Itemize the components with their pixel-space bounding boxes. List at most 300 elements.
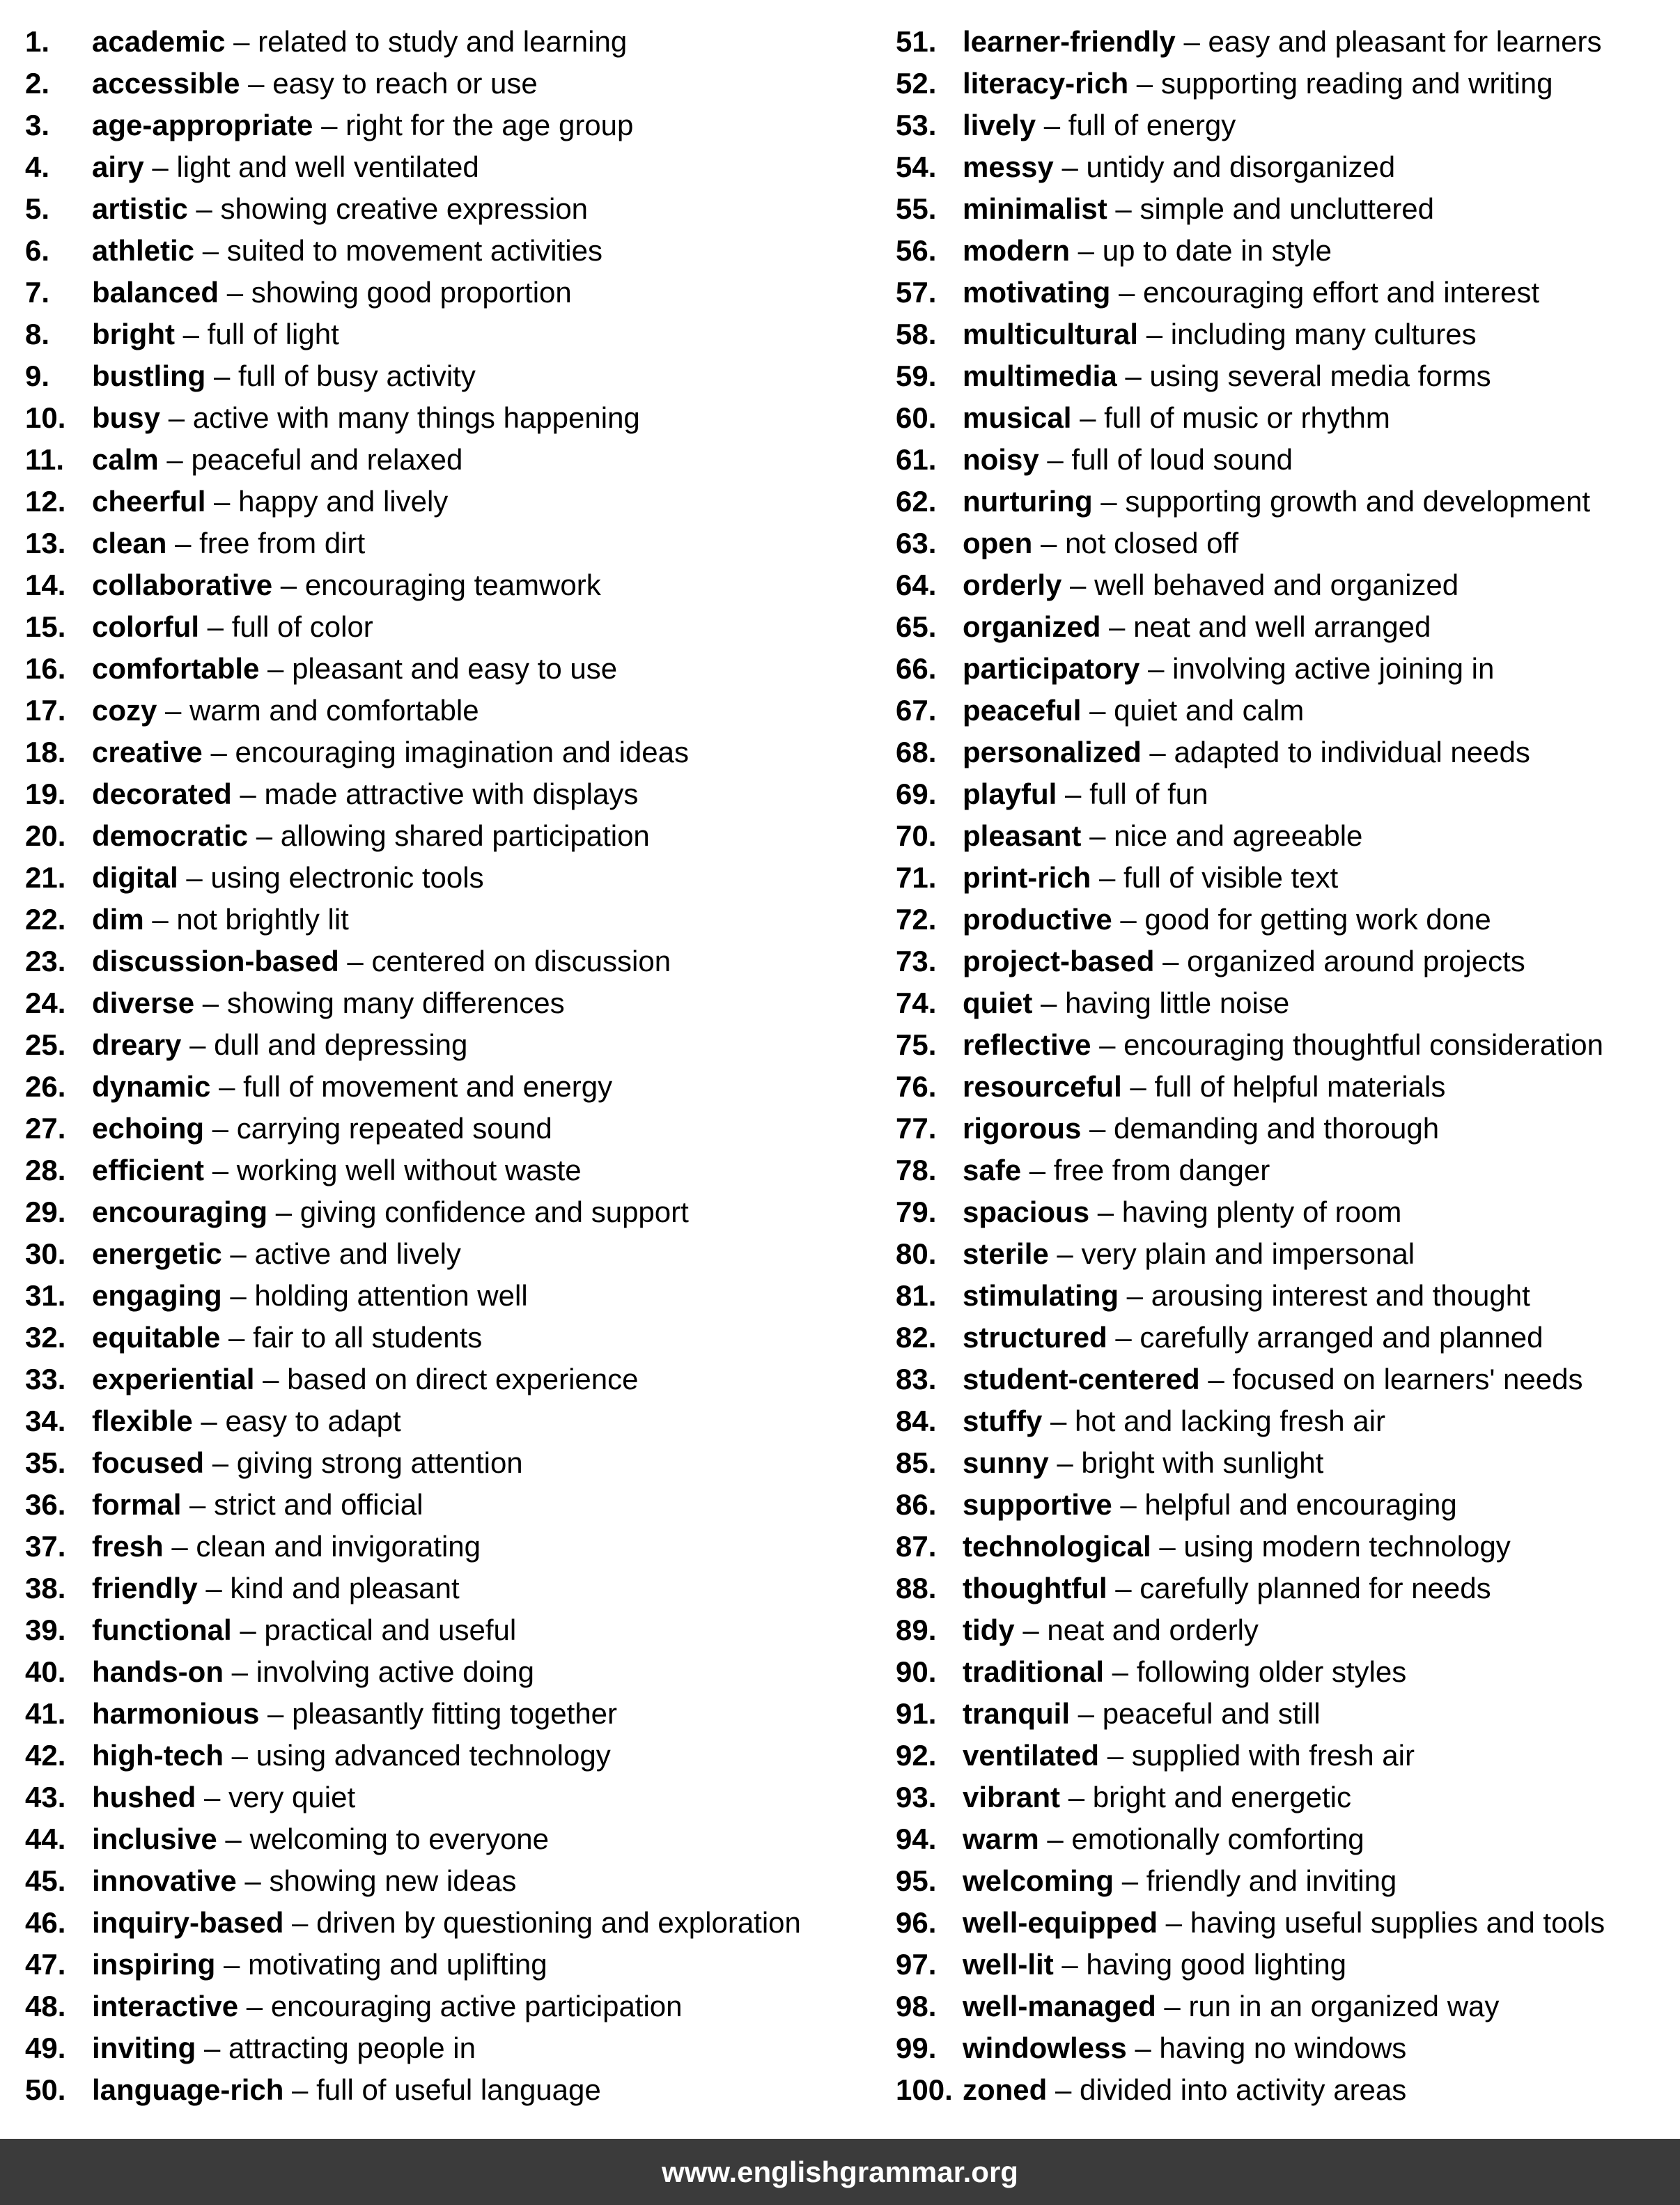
list-item (25, 481, 882, 523)
item-definition: bright with sunlight (1081, 1446, 1324, 1479)
item-separator: – (1110, 276, 1144, 309)
list-item (25, 1526, 882, 1568)
item-separator: – (194, 987, 227, 1019)
item-separator: – (1070, 1697, 1103, 1730)
list-item (896, 523, 1680, 564)
list-item (25, 188, 882, 230)
item-separator: – (160, 401, 193, 434)
item-separator: – (1057, 777, 1090, 810)
list-item (896, 732, 1680, 773)
item-number: 80. (896, 1237, 937, 1270)
list-item (896, 1609, 1680, 1651)
list-item (896, 2027, 1680, 2069)
item-separator: – (248, 819, 281, 852)
item-word: traditional (963, 1655, 1105, 1688)
item-definition: encouraging thoughtful consideration (1123, 1028, 1603, 1061)
list-item (25, 2027, 882, 2069)
item-definition: active with many things happening (192, 401, 640, 434)
item-word: peaceful (963, 694, 1082, 727)
item-number: 4. (25, 150, 50, 183)
item-definition: full of movement and energy (243, 1070, 613, 1103)
item-word: busy (92, 401, 161, 434)
list-item (25, 397, 882, 439)
item-definition: friendly and inviting (1146, 1864, 1397, 1897)
item-number: 13. (25, 527, 66, 559)
item-number: 71. (896, 861, 937, 894)
list-item (896, 1066, 1680, 1108)
list-item (25, 564, 882, 606)
item-word: nurturing (963, 485, 1093, 518)
item-word: thoughtful (963, 1572, 1107, 1604)
list-item (25, 606, 882, 648)
item-separator: – (178, 861, 211, 894)
item-word: tidy (963, 1614, 1015, 1646)
footer-url: www.englishgrammar.org (662, 2155, 1018, 2188)
item-number: 37. (25, 1530, 66, 1563)
item-number: 57. (896, 276, 937, 309)
item-word: language-rich (92, 2073, 284, 2106)
item-definition: having useful supplies and tools (1190, 1906, 1605, 1939)
item-word: sterile (963, 1237, 1049, 1270)
item-separator: – (1039, 443, 1072, 476)
item-definition: supplied with fresh air (1131, 1739, 1415, 1772)
item-definition: well behaved and organized (1094, 568, 1459, 601)
item-definition: peaceful and still (1102, 1697, 1321, 1730)
item-number: 58. (896, 318, 937, 350)
item-separator: – (1060, 1781, 1093, 1813)
item-separator: – (254, 1363, 288, 1395)
item-number: 40. (25, 1655, 66, 1688)
item-word: warm (963, 1823, 1039, 1855)
item-word: modern (963, 234, 1071, 267)
item-definition: right for the age group (345, 109, 634, 141)
item-number: 53. (896, 109, 937, 141)
item-separator: – (259, 652, 293, 685)
item-number: 1. (25, 25, 50, 58)
item-word: resourceful (963, 1070, 1122, 1103)
item-definition: up to date in style (1102, 234, 1332, 267)
item-separator: – (166, 527, 200, 559)
item-number: 23. (25, 945, 66, 977)
item-separator: – (1138, 318, 1171, 350)
item-number: 91. (896, 1697, 937, 1730)
item-word: interactive (92, 1990, 239, 2022)
item-definition: warm and comfortable (189, 694, 479, 727)
list-item (896, 1108, 1680, 1150)
list-item (25, 648, 882, 690)
list-item (25, 899, 882, 941)
item-definition: centered on discussion (371, 945, 671, 977)
item-word: fresh (92, 1530, 164, 1563)
list-item (25, 1986, 882, 2027)
item-number: 36. (25, 1488, 66, 1521)
item-word: airy (92, 150, 144, 183)
item-separator: – (1119, 1279, 1151, 1312)
item-number: 41. (25, 1697, 66, 1730)
item-separator: – (1092, 485, 1126, 518)
list-item (896, 1024, 1680, 1066)
item-word: collaborative (92, 568, 273, 601)
item-word: welcoming (963, 1864, 1114, 1897)
item-number: 48. (25, 1990, 66, 2022)
item-separator: – (223, 1739, 256, 1772)
list-item (25, 105, 882, 146)
item-definition: full of visible text (1123, 861, 1339, 894)
item-number: 34. (25, 1405, 66, 1437)
list-item (896, 439, 1680, 481)
item-word: supportive (963, 1488, 1112, 1521)
item-definition: kind and pleasant (230, 1572, 460, 1604)
item-separator: – (181, 1028, 215, 1061)
item-separator: – (219, 276, 251, 309)
list-item (25, 732, 882, 773)
item-separator: – (215, 1948, 249, 1981)
list-item (896, 2069, 1680, 2111)
item-definition: bright and energetic (1092, 1781, 1351, 1813)
item-separator: – (1112, 903, 1145, 936)
item-separator: – (204, 1112, 237, 1145)
item-number: 12. (25, 485, 66, 518)
list-item (25, 941, 882, 982)
item-separator: – (1100, 610, 1134, 643)
item-definition: carefully planned for needs (1140, 1572, 1491, 1604)
item-definition: made attractive with displays (264, 777, 639, 810)
list-item (896, 564, 1680, 606)
item-definition: pleasantly fitting together (292, 1697, 618, 1730)
item-definition: following older styles (1136, 1655, 1407, 1688)
item-definition: adapted to individual needs (1174, 736, 1530, 768)
item-definition: carefully arranged and planned (1140, 1321, 1543, 1354)
item-word: creative (92, 736, 203, 768)
item-word: bustling (92, 359, 206, 392)
item-definition: arousing interest and thought (1151, 1279, 1530, 1312)
item-word: messy (963, 150, 1054, 183)
item-separator: – (1081, 1112, 1114, 1145)
item-number: 90. (896, 1655, 937, 1688)
item-number: 59. (896, 359, 937, 392)
item-word: learner-friendly (963, 25, 1176, 58)
item-word: dim (92, 903, 144, 936)
item-separator: – (1151, 1530, 1184, 1563)
list-item (25, 1902, 882, 1944)
item-number: 8. (25, 318, 50, 350)
item-number: 54. (896, 150, 937, 183)
item-separator: – (1175, 25, 1208, 58)
item-number: 85. (896, 1446, 937, 1479)
item-number: 35. (25, 1446, 66, 1479)
item-separator: – (259, 1697, 293, 1730)
item-definition: having little noise (1065, 987, 1290, 1019)
item-word: age-appropriate (92, 109, 313, 141)
item-definition: practical and useful (264, 1614, 517, 1646)
list-item (25, 1150, 882, 1191)
item-definition: giving strong attention (236, 1446, 523, 1479)
item-word: harmonious (92, 1697, 260, 1730)
item-number: 73. (896, 945, 937, 977)
item-word: playful (963, 777, 1057, 810)
list-item (25, 982, 882, 1024)
item-number: 66. (896, 652, 937, 685)
item-word: academic (92, 25, 226, 58)
item-definition: active and lively (254, 1237, 461, 1270)
list-item (896, 63, 1680, 105)
item-separator: – (240, 67, 273, 100)
item-word: productive (963, 903, 1112, 936)
item-separator: – (1091, 1028, 1124, 1061)
item-number: 20. (25, 819, 66, 852)
item-definition: using advanced technology (256, 1739, 611, 1772)
item-definition: full of color (231, 610, 373, 643)
item-separator: – (210, 1070, 244, 1103)
item-word: rigorous (963, 1112, 1082, 1145)
item-separator: – (236, 1864, 270, 1897)
item-word: technological (963, 1530, 1151, 1563)
item-separator: – (205, 359, 239, 392)
item-word: stimulating (963, 1279, 1119, 1312)
item-definition: demanding and thorough (1114, 1112, 1440, 1145)
item-word: digital (92, 861, 178, 894)
item-word: echoing (92, 1112, 205, 1145)
item-definition: easy to adapt (225, 1405, 401, 1437)
item-definition: encouraging teamwork (304, 568, 601, 601)
item-number: 38. (25, 1572, 66, 1604)
item-number: 75. (896, 1028, 937, 1061)
list-item (25, 1066, 882, 1108)
left-column (25, 21, 882, 2111)
list-item (25, 1735, 882, 1777)
item-separator: – (199, 610, 232, 643)
item-word: vibrant (963, 1781, 1061, 1813)
list-item (25, 63, 882, 105)
item-word: innovative (92, 1864, 237, 1897)
item-number: 46. (25, 1906, 66, 1939)
item-number: 81. (896, 1279, 937, 1312)
list-item (25, 1568, 882, 1609)
list-item (896, 1735, 1680, 1777)
item-number: 67. (896, 694, 937, 727)
list-item (896, 941, 1680, 982)
item-number: 74. (896, 987, 937, 1019)
list-item (896, 1651, 1680, 1693)
item-word: personalized (963, 736, 1142, 768)
item-separator: – (1141, 736, 1174, 768)
list-item (25, 1400, 882, 1442)
item-number: 60. (896, 401, 937, 434)
item-word: engaging (92, 1279, 222, 1312)
item-separator: – (158, 443, 192, 476)
item-separator: – (267, 1196, 300, 1228)
item-definition: full of helpful materials (1154, 1070, 1446, 1103)
list-item (896, 1359, 1680, 1400)
item-number: 39. (25, 1614, 66, 1646)
item-separator: – (174, 318, 208, 350)
item-number: 64. (896, 568, 937, 601)
item-separator: – (1121, 1070, 1155, 1103)
item-number: 69. (896, 777, 937, 810)
list-item (896, 690, 1680, 732)
item-number: 21. (25, 861, 66, 894)
item-definition: helpful and encouraging (1144, 1488, 1457, 1521)
item-separator: – (1032, 987, 1066, 1019)
item-number: 62. (896, 485, 937, 518)
item-separator: – (1091, 861, 1124, 894)
item-number: 68. (896, 736, 937, 768)
list-item (896, 1986, 1680, 2027)
list-item (896, 1818, 1680, 1860)
list-item (896, 146, 1680, 188)
item-word: orderly (963, 568, 1062, 601)
item-separator: – (1071, 401, 1105, 434)
list-item (25, 1484, 882, 1526)
item-separator: – (1199, 1363, 1233, 1395)
item-separator: – (1099, 1739, 1132, 1772)
item-definition: divided into activity areas (1080, 2073, 1407, 2106)
item-word: high-tech (92, 1739, 224, 1772)
item-word: stuffy (963, 1405, 1043, 1437)
list-item (896, 1317, 1680, 1359)
item-word: dynamic (92, 1070, 211, 1103)
item-separator: – (339, 945, 372, 977)
item-separator: – (1081, 819, 1114, 852)
item-separator: – (205, 485, 239, 518)
list-item (25, 1944, 882, 1986)
list-item (896, 397, 1680, 439)
item-word: multicultural (963, 318, 1139, 350)
list-item (896, 1442, 1680, 1484)
item-separator: – (313, 109, 346, 141)
item-number: 43. (25, 1781, 66, 1813)
list-item (25, 1818, 882, 1860)
item-definition: not brightly lit (176, 903, 349, 936)
list-item (896, 230, 1680, 272)
item-word: quiet (963, 987, 1033, 1019)
item-number: 84. (896, 1405, 937, 1437)
list-item (896, 1400, 1680, 1442)
item-separator: – (194, 234, 227, 267)
item-number: 31. (25, 1279, 66, 1312)
item-number: 22. (25, 903, 66, 936)
item-number: 72. (896, 903, 937, 936)
item-word: colorful (92, 610, 199, 643)
item-definition: very plain and impersonal (1081, 1237, 1415, 1270)
item-word: comfortable (92, 652, 260, 685)
list-item (25, 773, 882, 815)
list-item (896, 1568, 1680, 1609)
item-number: 26. (25, 1070, 66, 1103)
item-number: 92. (896, 1739, 937, 1772)
item-word: athletic (92, 234, 195, 267)
item-definition: allowing shared participation (280, 819, 650, 852)
item-word: musical (963, 401, 1072, 434)
item-number: 83. (896, 1363, 937, 1395)
item-separator: – (143, 903, 177, 936)
list-item (25, 21, 882, 63)
item-separator: – (283, 2073, 317, 2106)
list-item (896, 857, 1680, 899)
list-item (896, 1860, 1680, 1902)
item-definition: showing creative expression (220, 192, 589, 225)
item-number: 52. (896, 67, 937, 100)
item-separator: – (196, 2032, 229, 2064)
item-definition: full of energy (1068, 109, 1236, 141)
item-definition: full of loud sound (1071, 443, 1293, 476)
item-word: noisy (963, 443, 1039, 476)
item-number: 18. (25, 736, 66, 768)
item-number: 47. (25, 1948, 66, 1981)
item-word: encouraging (92, 1196, 268, 1228)
item-separator: – (1047, 2073, 1080, 2106)
item-number: 29. (25, 1196, 66, 1228)
item-number: 42. (25, 1739, 66, 1772)
item-definition: based on direct experience (287, 1363, 639, 1395)
item-number: 11. (25, 443, 65, 476)
list-item (896, 648, 1680, 690)
item-word: well-managed (963, 1990, 1156, 2022)
item-word: bright (92, 318, 175, 350)
list-item (25, 1359, 882, 1400)
item-word: formal (92, 1488, 182, 1521)
item-definition: emotionally comforting (1071, 1823, 1364, 1855)
list-item (896, 1484, 1680, 1526)
list-item (896, 899, 1680, 941)
list-item (25, 690, 882, 732)
item-separator: – (202, 736, 235, 768)
item-number: 44. (25, 1823, 66, 1855)
item-definition: full of light (207, 318, 339, 350)
word-list (0, 21, 1680, 2118)
list-item (896, 21, 1680, 63)
item-definition: full of fun (1089, 777, 1208, 810)
item-definition: having no windows (1159, 2032, 1407, 2064)
item-word: ventilated (963, 1739, 1100, 1772)
item-separator: – (1039, 1823, 1072, 1855)
list-item (25, 1777, 882, 1818)
item-word: flexible (92, 1405, 193, 1437)
item-word: discussion-based (92, 945, 339, 977)
item-definition: involving active doing (256, 1655, 534, 1688)
item-separator: – (1053, 1948, 1087, 1981)
item-separator: – (238, 1990, 271, 2022)
list-item (25, 2069, 882, 2111)
item-definition: untidy and disorganized (1086, 150, 1396, 183)
item-number: 89. (896, 1614, 937, 1646)
item-definition: suited to movement activities (226, 234, 602, 267)
list-item (896, 1191, 1680, 1233)
item-separator: – (1107, 1572, 1140, 1604)
item-definition: motivating and uplifting (248, 1948, 547, 1981)
list-item (25, 230, 882, 272)
item-word: open (963, 527, 1033, 559)
item-word: minimalist (963, 192, 1107, 225)
item-separator: – (1112, 1488, 1145, 1521)
item-number: 16. (25, 652, 66, 685)
list-item (25, 523, 882, 564)
item-definition: welcoming to everyone (249, 1823, 550, 1855)
item-word: equitable (92, 1321, 221, 1354)
item-word: motivating (963, 276, 1111, 309)
list-item (896, 1150, 1680, 1191)
item-definition: easy and pleasant for learners (1208, 25, 1602, 58)
item-number: 49. (25, 2032, 66, 2064)
item-separator: – (1154, 945, 1188, 977)
item-word: cozy (92, 694, 157, 727)
item-number: 98. (896, 1990, 937, 2022)
item-separator: – (187, 192, 221, 225)
item-word: student-centered (963, 1363, 1200, 1395)
item-number: 45. (25, 1864, 66, 1897)
item-word: inclusive (92, 1823, 217, 1855)
item-definition: encouraging active participation (270, 1990, 683, 2022)
